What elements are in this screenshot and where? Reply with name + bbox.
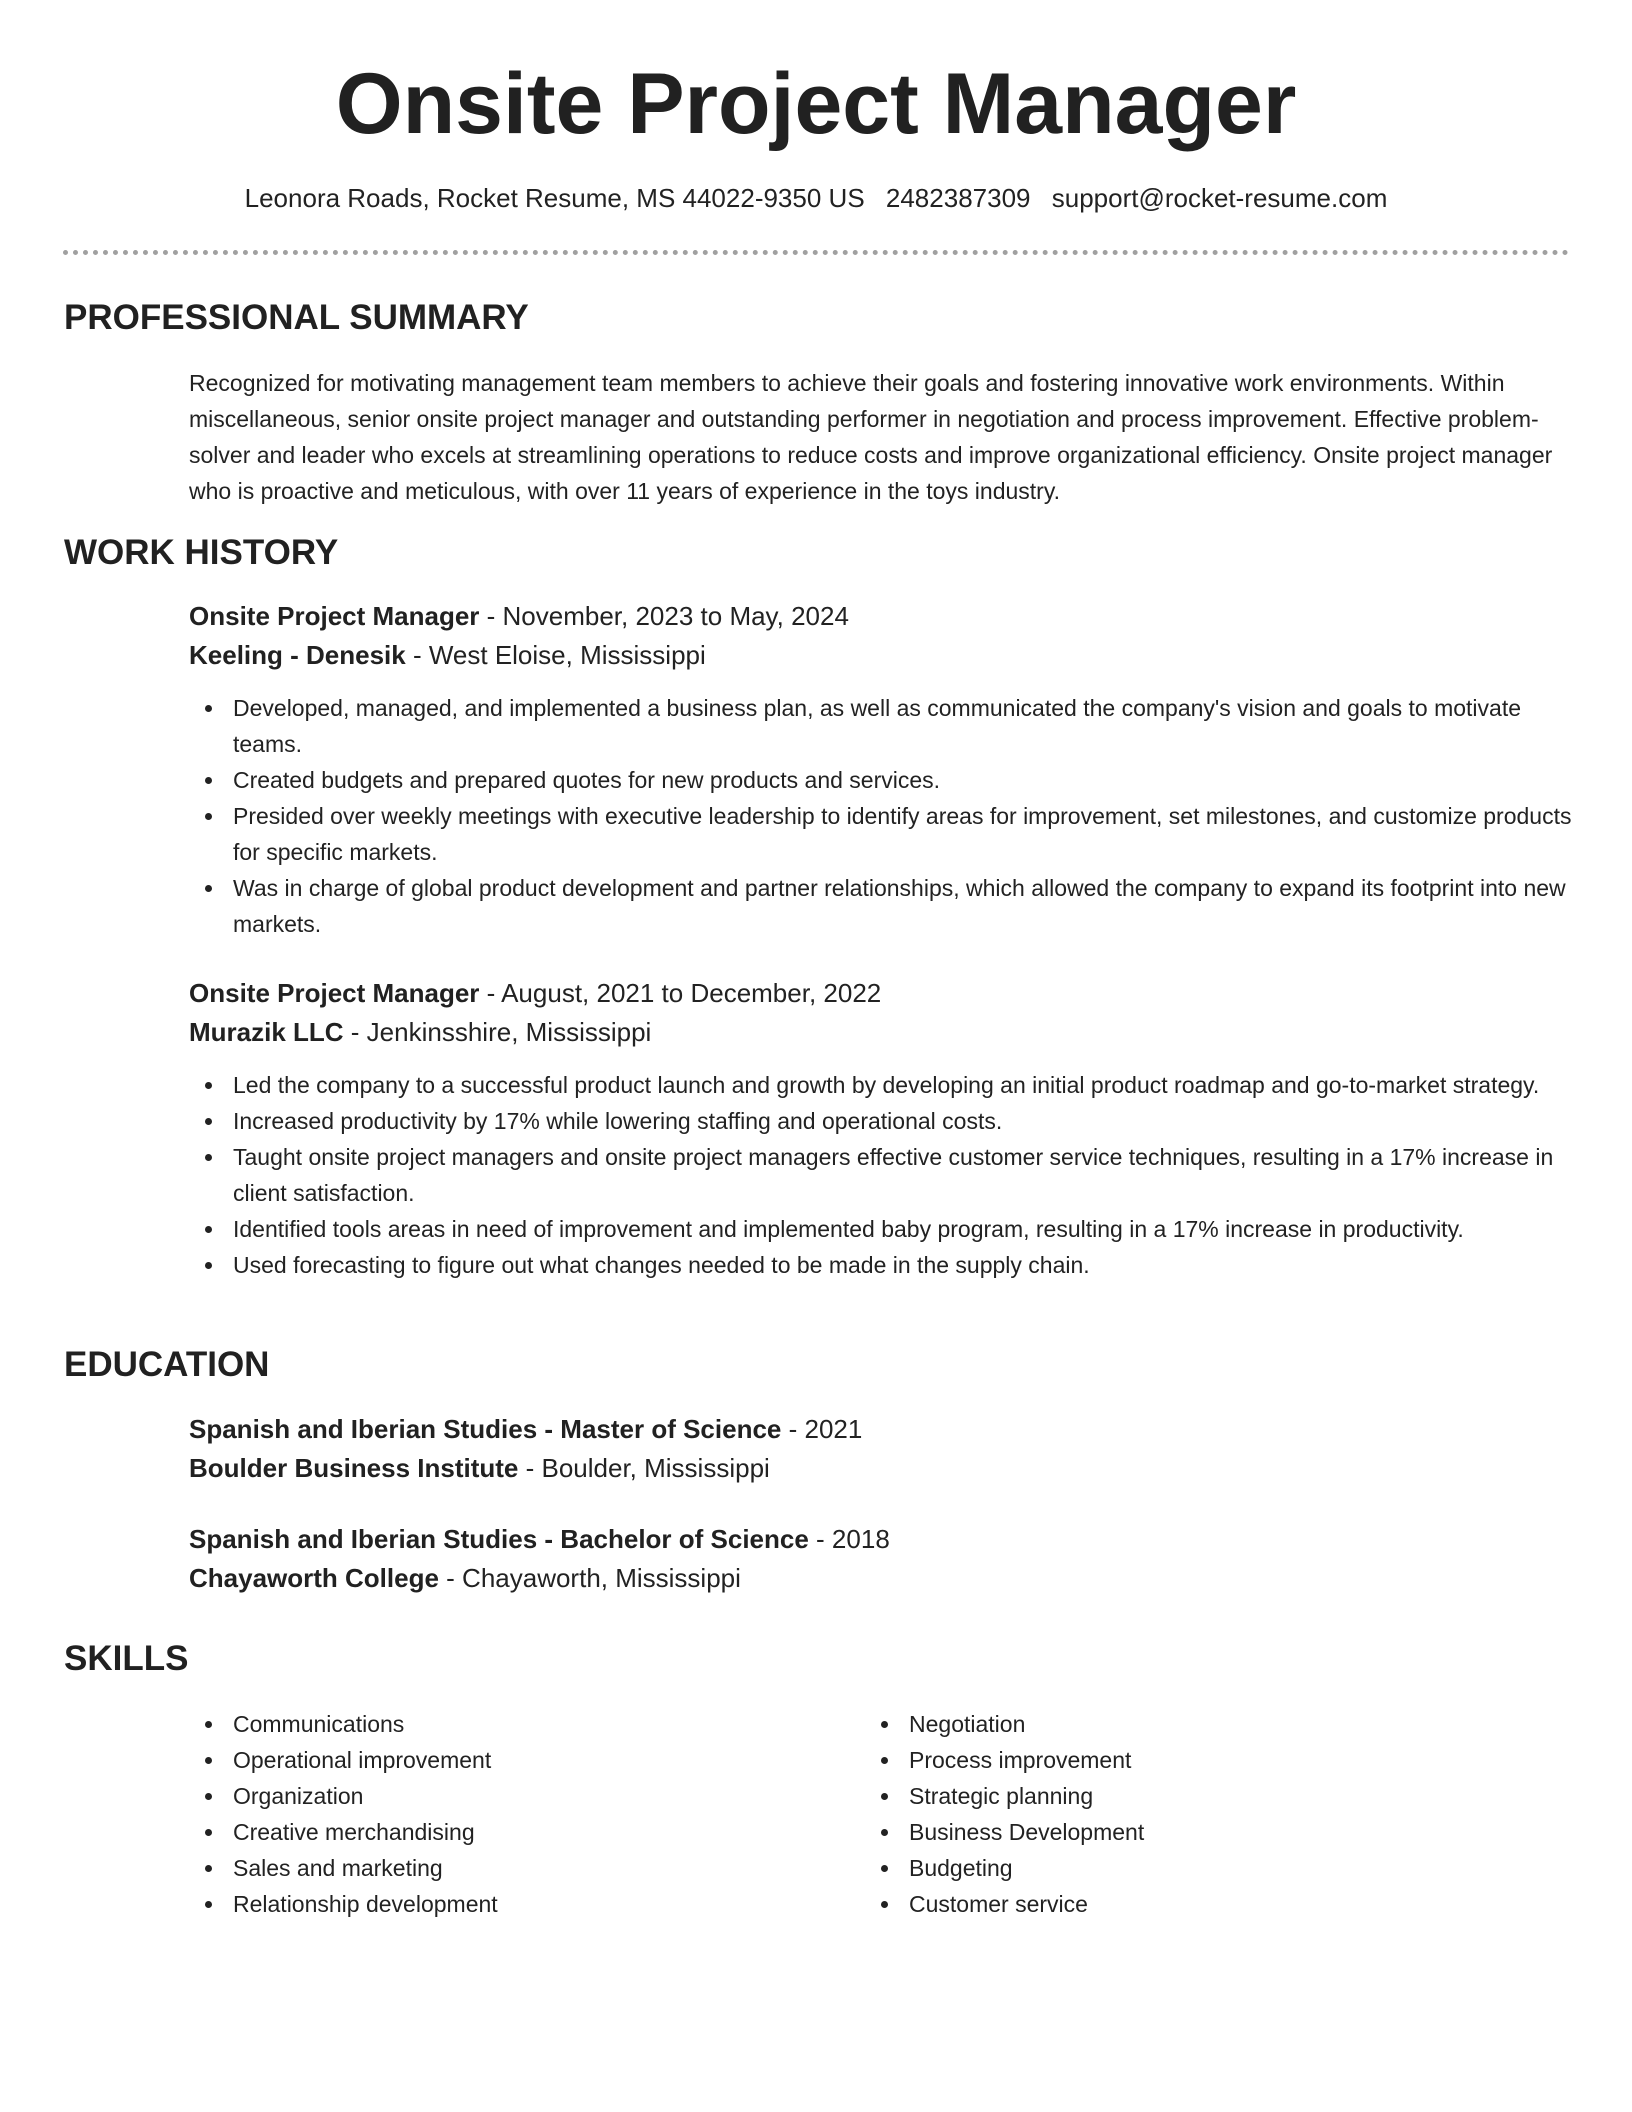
skill-item: Operational improvement [189, 1742, 498, 1778]
skill-item: Budgeting [865, 1850, 1144, 1886]
summary-heading: PROFESSIONAL SUMMARY [64, 298, 529, 337]
list-item: Identified tools areas in need of improvement and implemented baby program, resulting in a 17% increase in productivity. [189, 1211, 1574, 1247]
degree-year: - 2018 [808, 1524, 890, 1554]
job-role: Onsite Project Manager [189, 978, 480, 1008]
contact-address: Leonora Roads, Rocket Resume, MS 44022-9350 US [244, 183, 865, 213]
school-line [189, 1559, 1569, 1598]
job-dates: - August, 2021 to December, 2022 [479, 978, 882, 1008]
degree-line [189, 1410, 1569, 1449]
job-role-line [189, 974, 1569, 1013]
skills-list-right [865, 1706, 1144, 1922]
summary-text: Recognized for motivating management team members to achieve their goals and fostering innovative work environments. Within miscellaneous, senior onsite project manager and outstanding performer in negotiation and process improvement. Effective problem-solver and leader who excels at streamlining operations to reduce costs and improve organizational efficiency. Onsite project manager who is proactive and meticulous, with over 11 years of experience in the toys industry. [189, 370, 1553, 504]
list-item: Developed, managed, and implemented a business plan, as well as communicated the company's vision and goals to motivate teams. [189, 690, 1574, 762]
skill-item: Creative merchandising [189, 1814, 498, 1850]
list-item: Used forecasting to figure out what changes needed to be made in the supply chain. [189, 1247, 1574, 1283]
list-item: Was in charge of global product development and partner relationships, which allowed the company to expand its footprint into new markets. [189, 870, 1574, 942]
skill-item: Process improvement [865, 1742, 1144, 1778]
job-bullets [189, 1067, 1574, 1283]
job-role-line [189, 597, 1569, 636]
skill-item: Sales and marketing [189, 1850, 498, 1886]
skill-item: Organization [189, 1778, 498, 1814]
education-entry [189, 1410, 1569, 1488]
skill-item: Business Development [865, 1814, 1144, 1850]
education-heading: EDUCATION [64, 1345, 270, 1384]
list-item: Led the company to a successful product launch and growth by developing an initial product roadmap and go-to-market strategy. [189, 1067, 1574, 1103]
job-bullets [189, 690, 1574, 942]
work-history-heading: WORK HISTORY [64, 533, 339, 572]
skill-item: Communications [189, 1706, 498, 1742]
resume-title: Onsite Project Manager [335, 56, 1297, 152]
list-item: Increased productivity by 17% while lowering staffing and operational costs. [189, 1103, 1574, 1139]
list-item: Taught onsite project managers and onsite project managers effective customer service techniques, resulting in a 17% increase in client satisfaction. [189, 1139, 1574, 1211]
job-entry [189, 974, 1569, 1052]
contact-email: support@rocket-resume.com [1051, 183, 1388, 213]
contact-info [0, 178, 1632, 218]
job-location: - West Eloise, Mississippi [405, 640, 706, 670]
job-company: Keeling - Denesik [189, 640, 406, 670]
skill-item: Relationship development [189, 1886, 498, 1922]
job-role: Onsite Project Manager [189, 601, 480, 631]
degree-line [189, 1520, 1569, 1559]
school: Chayaworth College [189, 1563, 439, 1593]
skills-heading: SKILLS [64, 1639, 189, 1678]
job-company: Murazik LLC [189, 1017, 344, 1047]
skill-item: Customer service [865, 1886, 1144, 1922]
degree-year: - 2021 [781, 1414, 863, 1444]
job-company-line [189, 636, 1569, 675]
job-location: - Jenkinsshire, Mississippi [343, 1017, 652, 1047]
job-entry [189, 597, 1569, 675]
degree: Spanish and Iberian Studies - Bachelor of Science [189, 1524, 809, 1554]
job-dates: - November, 2023 to May, 2024 [479, 601, 849, 631]
school-location: - Chayaworth, Mississippi [438, 1563, 741, 1593]
skills-list-left [189, 1706, 498, 1922]
school-location: - Boulder, Mississippi [518, 1453, 770, 1483]
education-entry [189, 1520, 1569, 1598]
degree: Spanish and Iberian Studies - Master of Science [189, 1414, 782, 1444]
contact-phone: 2482387309 [885, 183, 1031, 213]
school-line [189, 1449, 1569, 1488]
skill-item: Negotiation [865, 1706, 1144, 1742]
job-company-line [189, 1013, 1569, 1052]
list-item: Presided over weekly meetings with executive leadership to identify areas for improvement, set milestones, and customize products for specific markets. [189, 798, 1574, 870]
list-item: Created budgets and prepared quotes for new products and services. [189, 762, 1574, 798]
skill-item: Strategic planning [865, 1778, 1144, 1814]
header-divider [63, 250, 1569, 255]
school: Boulder Business Institute [189, 1453, 519, 1483]
